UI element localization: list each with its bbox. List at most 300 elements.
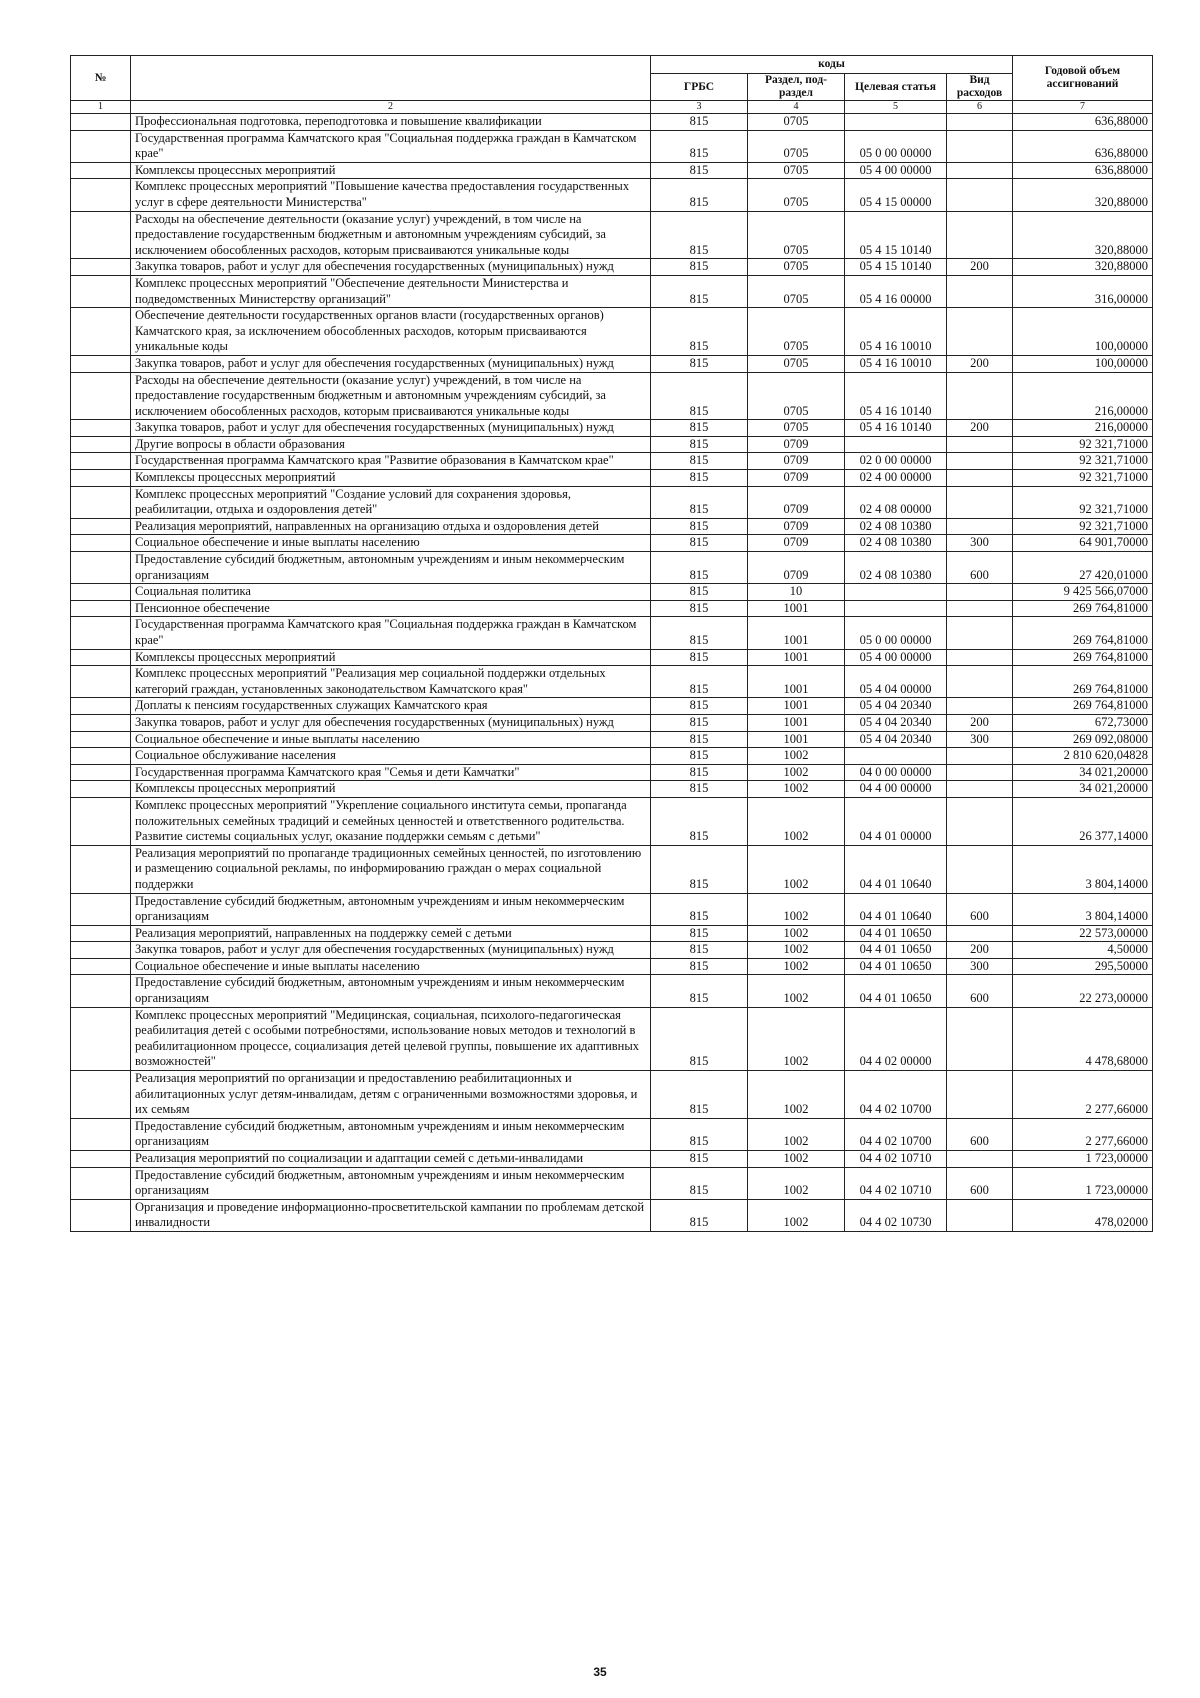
cell-name: Другие вопросы в области образования	[131, 436, 651, 453]
cell-vid	[947, 925, 1013, 942]
cell-vid	[947, 748, 1013, 765]
cell-num	[71, 845, 131, 893]
cell-cel	[845, 114, 947, 131]
cell-vid	[947, 372, 1013, 420]
cell-grbs: 815	[651, 130, 748, 162]
cell-vid: 200	[947, 259, 1013, 276]
cell-name: Комплексы процессных мероприятий	[131, 649, 651, 666]
cell-num	[71, 1071, 131, 1119]
cell-num	[71, 308, 131, 356]
header-codes: коды	[651, 56, 1013, 74]
cell-razdel: 0705	[748, 162, 845, 179]
page-number: 35	[593, 1665, 607, 1679]
table-row	[71, 958, 1153, 975]
cell-num	[71, 925, 131, 942]
table-row	[71, 1118, 1153, 1150]
cell-name: Комплексы процессных мероприятий	[131, 162, 651, 179]
cell-vid	[947, 797, 1013, 845]
cell-razdel: 1001	[748, 649, 845, 666]
cell-num	[71, 666, 131, 698]
cell-sum: 478,02000	[1013, 1199, 1153, 1231]
cell-cel: 04 4 01 10650	[845, 975, 947, 1007]
cell-cel: 02 0 00 00000	[845, 453, 947, 470]
cell-razdel: 1002	[748, 1167, 845, 1199]
cell-grbs: 815	[651, 1071, 748, 1119]
cell-vid: 200	[947, 714, 1013, 731]
cell-name: Государственная программа Камчатского края "Социальная поддержка граждан в Камчатском крае"	[131, 130, 651, 162]
cell-razdel: 1002	[748, 975, 845, 1007]
cell-grbs: 815	[651, 453, 748, 470]
cell-razdel: 1002	[748, 1071, 845, 1119]
cell-cel: 04 4 01 10650	[845, 925, 947, 942]
cell-name: Организация и проведение информационно-просветительской кампании по проблемам детской инвалидности	[131, 1199, 651, 1231]
cell-num	[71, 893, 131, 925]
cell-vid	[947, 845, 1013, 893]
cell-sum: 320,88000	[1013, 211, 1153, 259]
cell-name: Комплекс процессных мероприятий "Создание условий для сохранения здоровья, реабилитации, отдыха и оздоровления детей"	[131, 486, 651, 518]
cell-vid	[947, 1151, 1013, 1168]
cell-cel: 04 4 01 10640	[845, 893, 947, 925]
cell-grbs: 815	[651, 552, 748, 584]
cell-razdel: 0705	[748, 259, 845, 276]
cell-vid	[947, 486, 1013, 518]
cell-num	[71, 748, 131, 765]
cell-cel: 04 0 00 00000	[845, 764, 947, 781]
cell-name: Предоставление субсидий бюджетным, автономным учреждениям и иным некоммерческим организациям	[131, 1167, 651, 1199]
cell-grbs: 815	[651, 600, 748, 617]
cell-cel: 05 0 00 00000	[845, 617, 947, 649]
cell-name: Комплекс процессных мероприятий "Обеспечение деятельности Министерства и подведомственных Министерству организаций"	[131, 275, 651, 307]
cell-razdel: 0705	[748, 114, 845, 131]
cell-grbs: 815	[651, 470, 748, 487]
cell-vid	[947, 162, 1013, 179]
cell-cel: 05 4 16 00000	[845, 275, 947, 307]
cell-razdel: 0709	[748, 470, 845, 487]
cell-grbs: 815	[651, 436, 748, 453]
cell-grbs: 815	[651, 698, 748, 715]
cell-vid: 200	[947, 420, 1013, 437]
cell-grbs: 815	[651, 518, 748, 535]
cell-cel: 02 4 00 00000	[845, 470, 947, 487]
cell-sum: 100,00000	[1013, 308, 1153, 356]
cell-grbs: 815	[651, 649, 748, 666]
cell-cel: 04 4 01 10650	[845, 942, 947, 959]
cell-grbs: 815	[651, 584, 748, 601]
cell-vid	[947, 114, 1013, 131]
cell-razdel: 0709	[748, 453, 845, 470]
cell-cel: 05 4 04 00000	[845, 666, 947, 698]
cell-sum: 2 277,66000	[1013, 1118, 1153, 1150]
cell-razdel: 1001	[748, 600, 845, 617]
cell-name: Расходы на обеспечение деятельности (оказание услуг) учреждений, в том числе на предоставление государственным бюджетным и автономным учреждениям субсидий, за исключением обособленных расходов, которым присваиваются уникальные коды	[131, 372, 651, 420]
cell-cel: 04 4 02 10710	[845, 1151, 947, 1168]
cell-sum: 269 764,81000	[1013, 698, 1153, 715]
table-row	[71, 925, 1153, 942]
table-row	[71, 470, 1153, 487]
cell-name: Комплексы процессных мероприятий	[131, 781, 651, 798]
cell-grbs: 815	[651, 958, 748, 975]
cell-grbs: 815	[651, 893, 748, 925]
cell-razdel: 1002	[748, 845, 845, 893]
col-number: 2	[131, 101, 651, 114]
cell-grbs: 815	[651, 797, 748, 845]
cell-num	[71, 211, 131, 259]
cell-grbs: 815	[651, 1007, 748, 1070]
cell-num	[71, 259, 131, 276]
cell-num	[71, 518, 131, 535]
cell-vid: 300	[947, 535, 1013, 552]
cell-vid	[947, 275, 1013, 307]
cell-razdel: 10	[748, 584, 845, 601]
cell-num	[71, 1118, 131, 1150]
table-row	[71, 781, 1153, 798]
cell-sum: 316,00000	[1013, 275, 1153, 307]
cell-vid: 200	[947, 942, 1013, 959]
cell-vid	[947, 781, 1013, 798]
cell-grbs: 815	[651, 355, 748, 372]
table-row	[71, 1007, 1153, 1070]
cell-grbs: 815	[651, 486, 748, 518]
cell-sum: 216,00000	[1013, 372, 1153, 420]
cell-cel: 04 4 02 10730	[845, 1199, 947, 1231]
cell-name: Социальное обеспечение и иные выплаты населению	[131, 535, 651, 552]
cell-vid	[947, 764, 1013, 781]
cell-cel: 05 0 00 00000	[845, 130, 947, 162]
table-row	[71, 1199, 1153, 1231]
table-row	[71, 486, 1153, 518]
cell-cel: 05 4 04 20340	[845, 698, 947, 715]
cell-cel: 04 4 01 10640	[845, 845, 947, 893]
cell-grbs: 815	[651, 420, 748, 437]
cell-num	[71, 698, 131, 715]
cell-grbs: 815	[651, 535, 748, 552]
table-row	[71, 518, 1153, 535]
cell-name: Предоставление субсидий бюджетным, автономным учреждениям и иным некоммерческим организациям	[131, 975, 651, 1007]
cell-grbs: 815	[651, 372, 748, 420]
cell-razdel: 0709	[748, 518, 845, 535]
cell-cel	[845, 436, 947, 453]
cell-name: Реализация мероприятий по социализации и адаптации семей с детьми-инвалидами	[131, 1151, 651, 1168]
cell-vid	[947, 130, 1013, 162]
cell-cel: 02 4 08 10380	[845, 552, 947, 584]
cell-razdel: 1002	[748, 797, 845, 845]
cell-name: Государственная программа Камчатского края "Социальная поддержка граждан в Камчатском крае"	[131, 617, 651, 649]
cell-num	[71, 275, 131, 307]
cell-razdel: 1001	[748, 731, 845, 748]
cell-name: Социальное обслуживание населения	[131, 748, 651, 765]
cell-sum: 34 021,20000	[1013, 781, 1153, 798]
cell-vid	[947, 453, 1013, 470]
cell-num	[71, 436, 131, 453]
cell-cel: 04 4 01 10650	[845, 958, 947, 975]
table-row	[71, 179, 1153, 211]
table-row	[71, 748, 1153, 765]
cell-sum: 92 321,71000	[1013, 518, 1153, 535]
cell-sum: 4 478,68000	[1013, 1007, 1153, 1070]
table-row	[71, 420, 1153, 437]
cell-cel: 04 4 00 00000	[845, 781, 947, 798]
table-row	[71, 552, 1153, 584]
cell-cel: 04 4 02 00000	[845, 1007, 947, 1070]
cell-num	[71, 1151, 131, 1168]
cell-sum: 92 321,71000	[1013, 436, 1153, 453]
cell-grbs: 815	[651, 714, 748, 731]
cell-sum: 3 804,14000	[1013, 845, 1153, 893]
cell-razdel: 1001	[748, 698, 845, 715]
table-row	[71, 584, 1153, 601]
cell-sum: 92 321,71000	[1013, 486, 1153, 518]
cell-razdel: 1002	[748, 925, 845, 942]
budget-table-page	[70, 55, 1152, 1232]
header-name	[131, 56, 651, 101]
cell-num	[71, 535, 131, 552]
col-number: 5	[845, 101, 947, 114]
cell-grbs: 815	[651, 781, 748, 798]
header-grbs: ГРБС	[651, 74, 748, 101]
cell-cel: 04 4 01 00000	[845, 797, 947, 845]
cell-razdel: 1002	[748, 1151, 845, 1168]
col-number: 3	[651, 101, 748, 114]
cell-razdel: 1002	[748, 942, 845, 959]
table-row	[71, 714, 1153, 731]
cell-grbs: 815	[651, 1199, 748, 1231]
cell-razdel: 1002	[748, 748, 845, 765]
cell-name: Комплексы процессных мероприятий	[131, 470, 651, 487]
cell-sum: 320,88000	[1013, 259, 1153, 276]
cell-num	[71, 649, 131, 666]
cell-num	[71, 797, 131, 845]
cell-razdel: 1002	[748, 958, 845, 975]
cell-name: Комплекс процессных мероприятий "Реализация мер социальной поддержки отдельных категорий граждан, установленных законодательством Камчатского края"	[131, 666, 651, 698]
table-row	[71, 453, 1153, 470]
header-razdel: Раздел, под-раздел	[748, 74, 845, 101]
cell-razdel: 0705	[748, 179, 845, 211]
cell-sum: 4,50000	[1013, 942, 1153, 959]
cell-vid	[947, 518, 1013, 535]
cell-sum: 26 377,14000	[1013, 797, 1153, 845]
cell-name: Расходы на обеспечение деятельности (оказание услуг) учреждений, в том числе на предоставление государственным бюджетным и автономным учреждениям субсидий, за исключением обособленных расходов, которым присваиваются уникальные коды	[131, 211, 651, 259]
cell-sum: 269 764,81000	[1013, 666, 1153, 698]
cell-num	[71, 355, 131, 372]
cell-sum: 269 092,08000	[1013, 731, 1153, 748]
cell-grbs: 815	[651, 666, 748, 698]
cell-sum: 1 723,00000	[1013, 1167, 1153, 1199]
cell-sum: 22 273,00000	[1013, 975, 1153, 1007]
cell-vid	[947, 436, 1013, 453]
cell-num	[71, 731, 131, 748]
cell-name: Пенсионное обеспечение	[131, 600, 651, 617]
cell-name: Социальное обеспечение и иные выплаты населению	[131, 731, 651, 748]
cell-name: Предоставление субсидий бюджетным, автономным учреждениям и иным некоммерческим организациям	[131, 552, 651, 584]
cell-sum: 34 021,20000	[1013, 764, 1153, 781]
cell-num	[71, 552, 131, 584]
cell-grbs: 815	[651, 925, 748, 942]
cell-grbs: 815	[651, 114, 748, 131]
cell-vid: 300	[947, 958, 1013, 975]
col-number: 7	[1013, 101, 1153, 114]
cell-name: Доплаты к пенсиям государственных служащих Камчатского края	[131, 698, 651, 715]
cell-cel	[845, 584, 947, 601]
cell-num	[71, 600, 131, 617]
cell-razdel: 1001	[748, 617, 845, 649]
cell-cel: 04 4 02 10710	[845, 1167, 947, 1199]
cell-grbs: 815	[651, 942, 748, 959]
cell-sum: 269 764,81000	[1013, 600, 1153, 617]
cell-vid	[947, 211, 1013, 259]
cell-grbs: 815	[651, 179, 748, 211]
cell-vid	[947, 666, 1013, 698]
cell-vid: 300	[947, 731, 1013, 748]
cell-vid: 200	[947, 355, 1013, 372]
cell-sum: 269 764,81000	[1013, 649, 1153, 666]
cell-name: Комплекс процессных мероприятий "Укрепление социального института семьи, пропаганда положительных семейных традиций и семейных ценностей и ответственного родительства. Развитие системы социальных услуг, оказание поддержки семьям с детьми"	[131, 797, 651, 845]
cell-cel: 05 4 04 20340	[845, 731, 947, 748]
cell-num	[71, 1167, 131, 1199]
cell-num	[71, 942, 131, 959]
table-row	[71, 731, 1153, 748]
table-row	[71, 845, 1153, 893]
table-row	[71, 617, 1153, 649]
cell-sum: 100,00000	[1013, 355, 1153, 372]
cell-vid: 600	[947, 975, 1013, 1007]
cell-name: Социальная политика	[131, 584, 651, 601]
cell-num	[71, 781, 131, 798]
cell-sum: 636,88000	[1013, 162, 1153, 179]
cell-razdel: 0705	[748, 275, 845, 307]
cell-sum: 1 723,00000	[1013, 1151, 1153, 1168]
cell-name: Реализация мероприятий, направленных на организацию отдыха и оздоровления детей	[131, 518, 651, 535]
cell-cel: 02 4 08 10380	[845, 535, 947, 552]
cell-sum: 672,73000	[1013, 714, 1153, 731]
cell-sum: 216,00000	[1013, 420, 1153, 437]
cell-vid: 600	[947, 552, 1013, 584]
cell-num	[71, 764, 131, 781]
table-row	[71, 114, 1153, 131]
cell-name: Закупка товаров, работ и услуг для обеспечения государственных (муниципальных) нужд	[131, 714, 651, 731]
cell-cel: 05 4 15 10140	[845, 211, 947, 259]
cell-vid: 600	[947, 1167, 1013, 1199]
cell-razdel: 1002	[748, 1007, 845, 1070]
cell-grbs: 815	[651, 731, 748, 748]
col-number: 1	[71, 101, 131, 114]
cell-vid	[947, 617, 1013, 649]
table-row	[71, 259, 1153, 276]
cell-razdel: 0709	[748, 535, 845, 552]
table-row	[71, 764, 1153, 781]
table-row	[71, 275, 1153, 307]
cell-num	[71, 1199, 131, 1231]
cell-cel: 05 4 16 10140	[845, 420, 947, 437]
cell-grbs: 815	[651, 1151, 748, 1168]
cell-grbs: 815	[651, 764, 748, 781]
cell-razdel: 0705	[748, 130, 845, 162]
table-row	[71, 130, 1153, 162]
cell-grbs: 815	[651, 211, 748, 259]
cell-name: Профессиональная подготовка, переподготовка и повышение квалификации	[131, 114, 651, 131]
table-body	[71, 114, 1153, 1232]
cell-razdel: 0709	[748, 436, 845, 453]
cell-sum: 92 321,71000	[1013, 470, 1153, 487]
cell-vid	[947, 649, 1013, 666]
cell-num	[71, 470, 131, 487]
table-row	[71, 975, 1153, 1007]
cell-vid	[947, 470, 1013, 487]
cell-name: Реализация мероприятий по пропаганде традиционных семейных ценностей, по изготовлению и размещению социальной рекламы, по информированию граждан о мерах социальной поддержки	[131, 845, 651, 893]
cell-name: Предоставление субсидий бюджетным, автономным учреждениям и иным некоммерческим организациям	[131, 1118, 651, 1150]
cell-cel: 02 4 08 00000	[845, 486, 947, 518]
header-num: №	[71, 56, 131, 101]
cell-cel	[845, 748, 947, 765]
cell-sum: 3 804,14000	[1013, 893, 1153, 925]
cell-razdel: 1002	[748, 893, 845, 925]
cell-sum: 92 321,71000	[1013, 453, 1153, 470]
cell-num	[71, 372, 131, 420]
table-row	[71, 893, 1153, 925]
header-column-numbers	[71, 101, 1153, 114]
table-row	[71, 649, 1153, 666]
cell-razdel: 0705	[748, 355, 845, 372]
cell-name: Предоставление субсидий бюджетным, автономным учреждениям и иным некоммерческим организациям	[131, 893, 651, 925]
cell-name: Закупка товаров, работ и услуг для обеспечения государственных (муниципальных) нужд	[131, 420, 651, 437]
table-row	[71, 666, 1153, 698]
cell-razdel: 1002	[748, 1199, 845, 1231]
cell-razdel: 1002	[748, 764, 845, 781]
col-number: 6	[947, 101, 1013, 114]
cell-cel: 05 4 00 00000	[845, 162, 947, 179]
table-row	[71, 797, 1153, 845]
cell-grbs: 815	[651, 617, 748, 649]
cell-razdel: 1001	[748, 666, 845, 698]
cell-name: Закупка товаров, работ и услуг для обеспечения государственных (муниципальных) нужд	[131, 259, 651, 276]
table-row	[71, 211, 1153, 259]
table-row	[71, 162, 1153, 179]
cell-vid: 600	[947, 1118, 1013, 1150]
table-row	[71, 600, 1153, 617]
cell-vid	[947, 308, 1013, 356]
cell-grbs: 815	[651, 748, 748, 765]
header-vid: Вид расходов	[947, 74, 1013, 101]
cell-cel: 02 4 08 10380	[845, 518, 947, 535]
cell-sum: 2 810 620,04828	[1013, 748, 1153, 765]
cell-cel: 05 4 15 10140	[845, 259, 947, 276]
cell-cel	[845, 600, 947, 617]
cell-cel: 05 4 00 00000	[845, 649, 947, 666]
cell-sum: 295,50000	[1013, 958, 1153, 975]
cell-num	[71, 162, 131, 179]
cell-num	[71, 958, 131, 975]
table-row	[71, 942, 1153, 959]
cell-num	[71, 1007, 131, 1070]
table-row	[71, 308, 1153, 356]
cell-razdel: 0705	[748, 211, 845, 259]
cell-vid	[947, 1071, 1013, 1119]
cell-cel: 05 4 04 20340	[845, 714, 947, 731]
cell-razdel: 1002	[748, 1118, 845, 1150]
cell-grbs: 815	[651, 975, 748, 1007]
cell-name: Комплекс процессных мероприятий "Медицинская, социальная, психолого-педагогическая реабилитация детей с особыми потребностями, использование новых методов и технологий в реабилитационном процессе, социализация детей целевой группы, повышение их адаптивных возможностей"	[131, 1007, 651, 1070]
table-row	[71, 1167, 1153, 1199]
cell-vid	[947, 698, 1013, 715]
cell-sum: 22 573,00000	[1013, 925, 1153, 942]
header-celevaya: Целевая статья	[845, 74, 947, 101]
cell-name: Государственная программа Камчатского края "Развитие образования в Камчатском крае"	[131, 453, 651, 470]
cell-sum: 27 420,01000	[1013, 552, 1153, 584]
cell-vid	[947, 1007, 1013, 1070]
budget-table	[70, 55, 1153, 1232]
cell-razdel: 0709	[748, 486, 845, 518]
table-row	[71, 372, 1153, 420]
cell-num	[71, 975, 131, 1007]
